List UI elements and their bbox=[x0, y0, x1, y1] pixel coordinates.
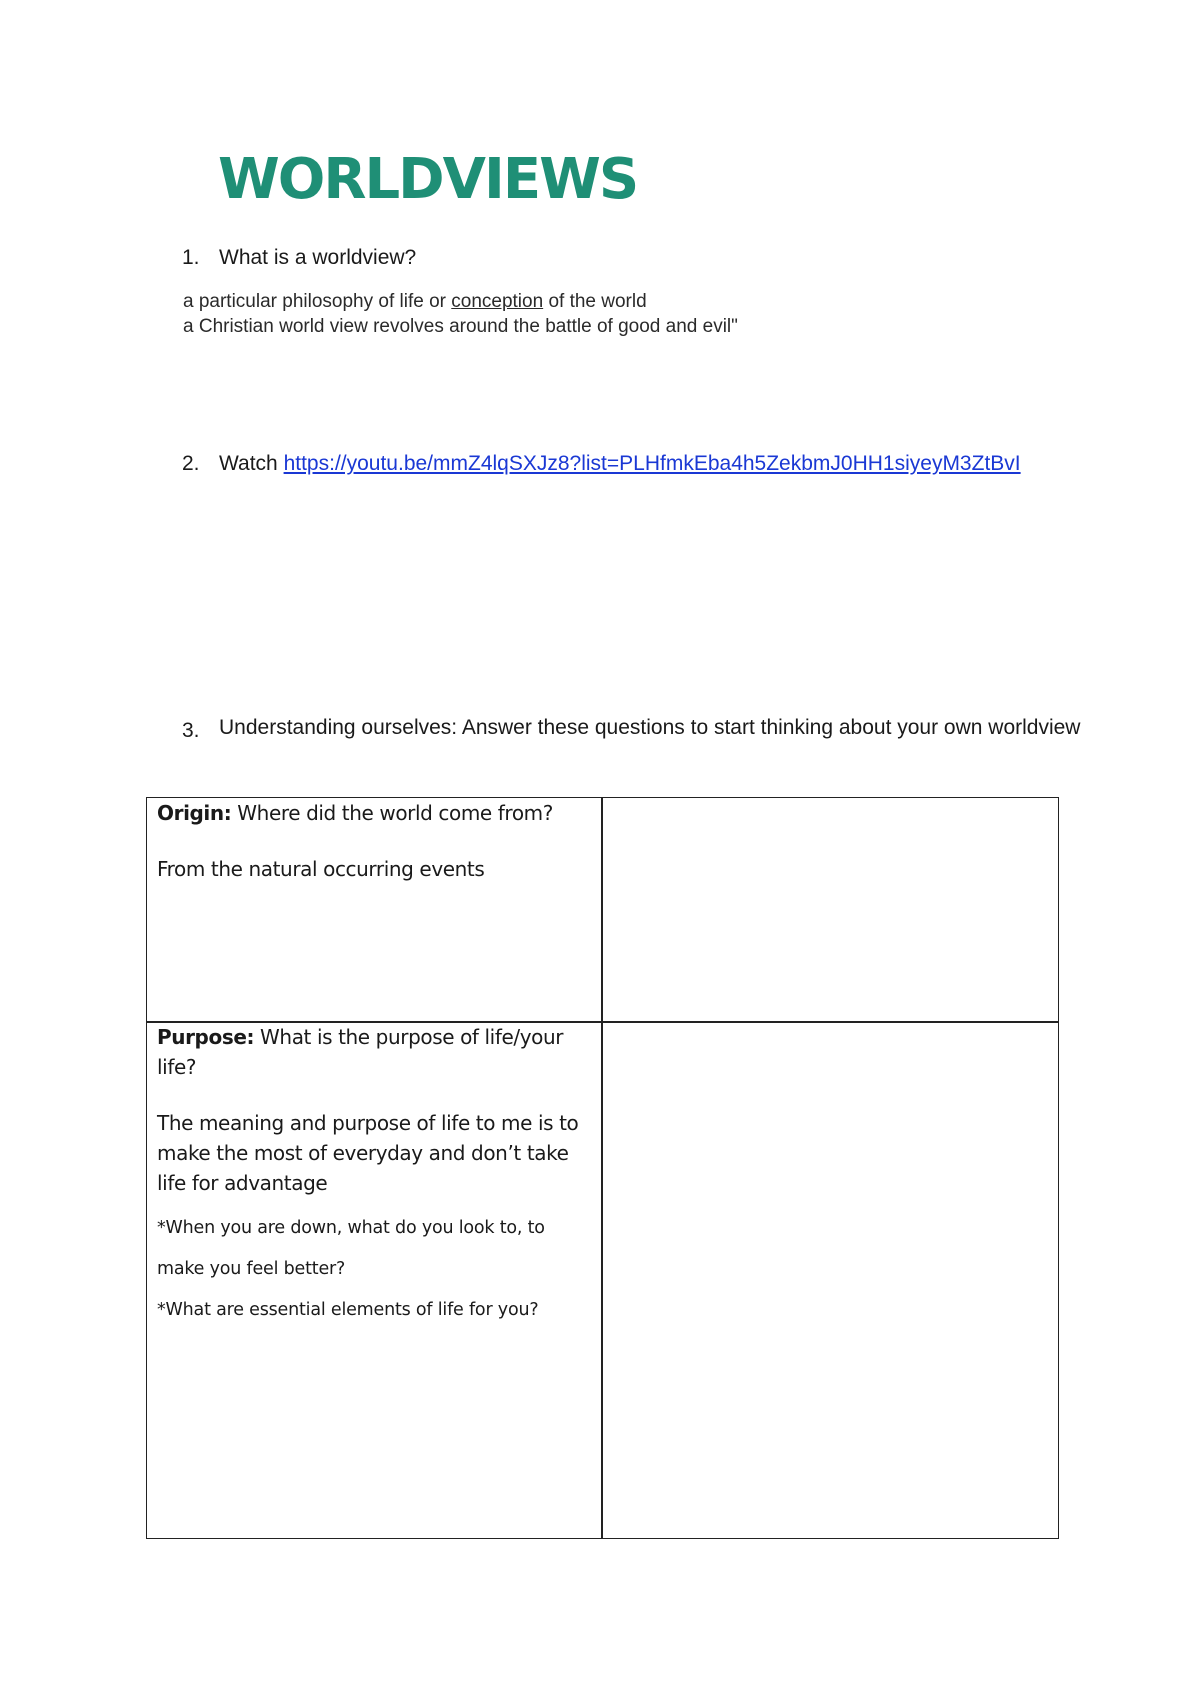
question-2-text bbox=[219, 451, 1021, 476]
purpose-question-text: What is the purpose of life/your life? bbox=[157, 1025, 564, 1079]
video-link[interactable]: https://youtu.be/mmZ4lqSXJz8?list=PLHfmkEba4h5ZekbmJ0HH1siyeyM3ZtBvI bbox=[283, 452, 1021, 475]
table-column-divider bbox=[601, 797, 603, 1539]
page-title: WORLDVIEWS bbox=[218, 147, 638, 212]
answer-line-2: a Christian world view revolves around the battle of good and evil" bbox=[183, 316, 738, 337]
question-1-number: 1. bbox=[182, 246, 200, 269]
question-2-number: 2. bbox=[182, 452, 200, 475]
question-3-text: Understanding ourselves: Answer these questions to start thinking about your own worldview bbox=[219, 716, 1081, 739]
question-1-text: What is a worldview? bbox=[219, 246, 417, 269]
purpose-answer: The meaning and purpose of life to me is to make the most of everyday and don’t take life for advantage bbox=[157, 1111, 579, 1195]
purpose-cell bbox=[157, 1022, 597, 1331]
watch-label: Watch bbox=[219, 452, 284, 475]
answer-underlined-word: conception bbox=[451, 291, 544, 312]
origin-answer: From the natural occurring events bbox=[157, 857, 485, 881]
origin-question-text: Where did the world come from? bbox=[231, 801, 553, 825]
purpose-prompt-1: *When you are down, what do you look to, to make you feel better? bbox=[157, 1218, 545, 1279]
answer-line-1-start: a particular philosophy of life or bbox=[183, 291, 452, 312]
question-3-number: 3. bbox=[182, 719, 200, 742]
question-1-answer bbox=[183, 289, 738, 339]
origin-cell bbox=[157, 798, 597, 884]
purpose-prompt-2: *What are essential elements of life for you? bbox=[157, 1300, 539, 1320]
answer-line-1-end: of the world bbox=[543, 291, 647, 312]
origin-label: Origin: bbox=[157, 801, 232, 825]
purpose-label: Purpose: bbox=[157, 1025, 255, 1049]
answer-line-1 bbox=[183, 289, 738, 314]
purpose-question bbox=[157, 1022, 597, 1082]
origin-question bbox=[157, 798, 597, 828]
